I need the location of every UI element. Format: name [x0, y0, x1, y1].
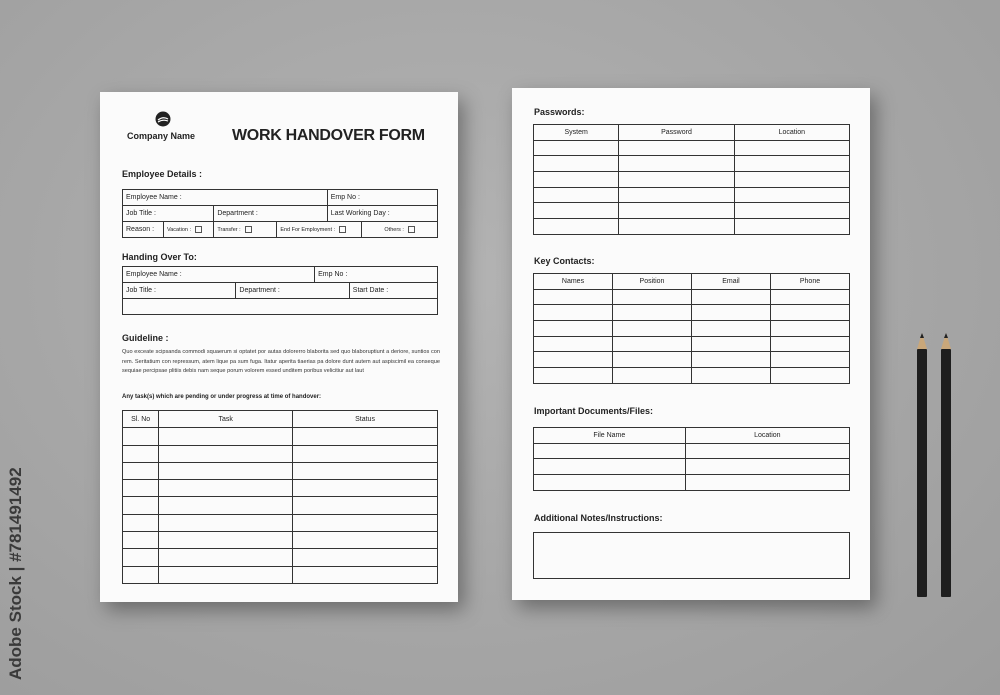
table-cell[interactable]	[613, 305, 692, 321]
table-cell[interactable]	[734, 219, 849, 235]
table-row	[123, 549, 438, 566]
header-row	[534, 428, 850, 444]
header-row	[123, 411, 438, 428]
table-cell[interactable]	[534, 140, 619, 156]
handover-employee-name-field[interactable]: Employee Name :	[123, 267, 315, 283]
table-cell[interactable]	[613, 352, 692, 368]
table-cell[interactable]	[293, 497, 438, 514]
table-cell[interactable]	[123, 428, 159, 445]
form-title: WORK HANDOVER FORM	[232, 127, 425, 144]
table-cell[interactable]	[159, 428, 293, 445]
handover-emp-no-field[interactable]: Emp No :	[315, 267, 438, 283]
table-row	[123, 428, 438, 445]
table-cell[interactable]	[123, 480, 159, 497]
column-header: File Name	[534, 428, 686, 444]
table-cell[interactable]	[771, 336, 850, 352]
table-cell[interactable]	[159, 549, 293, 566]
table-cell[interactable]	[534, 172, 619, 188]
table-cell[interactable]	[293, 428, 438, 445]
table-cell[interactable]	[613, 321, 692, 337]
header-row	[534, 274, 850, 290]
table-cell[interactable]	[692, 352, 771, 368]
table-cell[interactable]	[534, 475, 686, 491]
documents-heading: Important Documents/Files:	[534, 406, 654, 416]
table-row	[123, 445, 438, 462]
table-cell[interactable]	[534, 305, 613, 321]
table-cell[interactable]	[293, 480, 438, 497]
table-cell[interactable]	[123, 462, 159, 479]
table-row	[534, 459, 850, 475]
passwords-heading: Passwords:	[534, 107, 585, 117]
job-title-field[interactable]: Job Title :	[123, 206, 214, 222]
column-header: Task	[159, 411, 293, 428]
transfer-checkbox[interactable]	[245, 226, 252, 233]
table-cell[interactable]	[159, 497, 293, 514]
table-cell[interactable]	[293, 462, 438, 479]
department-field[interactable]: Department :	[214, 206, 327, 222]
key-contacts-table	[533, 273, 850, 384]
table-row	[123, 480, 438, 497]
company-logo-icon	[155, 111, 171, 127]
key-contacts-heading: Key Contacts:	[534, 256, 595, 266]
table-cell[interactable]	[613, 336, 692, 352]
table-cell[interactable]	[159, 462, 293, 479]
table-cell[interactable]	[613, 289, 692, 305]
table-cell[interactable]	[685, 459, 849, 475]
table-row	[534, 156, 850, 172]
table-cell[interactable]	[534, 156, 619, 172]
last-working-day-field[interactable]: Last Working Day :	[327, 206, 437, 222]
table-cell[interactable]	[534, 321, 613, 337]
table-cell[interactable]	[685, 443, 849, 459]
table-cell[interactable]	[619, 203, 734, 219]
table-row	[534, 352, 850, 368]
table-row	[534, 305, 850, 321]
notes-heading: Additional Notes/Instructions:	[534, 513, 663, 523]
employee-details-heading: Employee Details :	[122, 169, 203, 179]
reason-label: Reason :	[123, 222, 164, 238]
table-cell[interactable]	[619, 156, 734, 172]
table-row	[534, 203, 850, 219]
table-cell[interactable]	[692, 368, 771, 384]
table-cell[interactable]	[619, 187, 734, 203]
column-header: Status	[293, 411, 438, 428]
handover-job-title-field[interactable]: Job Title :	[123, 283, 236, 299]
table-row	[534, 187, 850, 203]
table-cell[interactable]	[159, 480, 293, 497]
guideline-heading: Guideline :	[122, 333, 169, 343]
table-cell[interactable]	[534, 368, 613, 384]
tasks-caption: Any task(s) which are pending or under progress at time of handover:	[122, 394, 322, 400]
column-header: Location	[734, 125, 849, 141]
table-cell[interactable]	[293, 549, 438, 566]
table-row	[123, 532, 438, 549]
table-row	[534, 368, 850, 384]
start-date-field[interactable]: Start Date :	[349, 283, 437, 299]
table-cell[interactable]	[692, 336, 771, 352]
documents-table	[533, 427, 850, 491]
stock-id: Adobe Stock | #781491492	[6, 467, 25, 680]
table-row	[534, 475, 850, 491]
header-row	[534, 125, 850, 141]
column-header: Sl. No	[123, 411, 159, 428]
table-cell[interactable]	[619, 219, 734, 235]
employee-name-field[interactable]: Employee Name :	[123, 190, 328, 206]
table-row	[123, 514, 438, 531]
company-name: Company Name	[127, 131, 196, 141]
table-cell[interactable]	[293, 445, 438, 462]
transfer-label: Transfer :	[217, 226, 241, 233]
table-cell[interactable]	[734, 187, 849, 203]
table-cell[interactable]	[692, 321, 771, 337]
table-cell[interactable]	[619, 140, 734, 156]
table-row	[534, 321, 850, 337]
table-cell[interactable]	[771, 321, 850, 337]
table-cell[interactable]	[734, 140, 849, 156]
table-row	[123, 462, 438, 479]
table-cell[interactable]	[293, 532, 438, 549]
table-cell[interactable]	[534, 203, 619, 219]
table-cell[interactable]	[692, 289, 771, 305]
end-for-employment-checkbox[interactable]	[339, 226, 346, 233]
end-for-employment-label: End For Employment :	[280, 226, 336, 233]
table-row	[534, 289, 850, 305]
employee-details-table	[122, 189, 438, 238]
table-cell[interactable]	[771, 289, 850, 305]
table-cell[interactable]	[159, 566, 293, 583]
table-row	[534, 172, 850, 188]
handing-over-table	[122, 266, 438, 315]
table-cell[interactable]	[619, 172, 734, 188]
table-row	[534, 219, 850, 235]
table-cell[interactable]	[534, 336, 613, 352]
table-cell[interactable]	[534, 289, 613, 305]
table-row	[534, 140, 850, 156]
emp-no-field[interactable]: Emp No :	[327, 190, 437, 206]
table-cell[interactable]	[534, 443, 686, 459]
column-header: Phone	[771, 274, 850, 290]
table-row	[123, 566, 438, 583]
table-cell[interactable]	[771, 352, 850, 368]
table-cell[interactable]	[123, 532, 159, 549]
table-cell[interactable]	[123, 445, 159, 462]
table-cell[interactable]	[692, 305, 771, 321]
table-cell[interactable]	[534, 187, 619, 203]
table-cell[interactable]	[734, 203, 849, 219]
handover-blank-row[interactable]	[123, 299, 438, 315]
table-cell[interactable]	[534, 352, 613, 368]
others-label: Others :	[384, 226, 404, 233]
vacation-checkbox[interactable]	[195, 226, 202, 233]
table-cell[interactable]	[685, 475, 849, 491]
table-cell[interactable]	[123, 549, 159, 566]
table-cell[interactable]	[534, 219, 619, 235]
table-cell[interactable]	[734, 172, 849, 188]
handing-over-heading: Handing Over To:	[122, 252, 197, 262]
passwords-table	[533, 124, 850, 235]
column-header: Names	[534, 274, 613, 290]
table-cell[interactable]	[613, 368, 692, 384]
table-cell[interactable]	[293, 566, 438, 583]
others-checkbox[interactable]	[408, 226, 415, 233]
table-cell[interactable]	[293, 514, 438, 531]
table-cell[interactable]	[159, 532, 293, 549]
table-cell[interactable]	[534, 459, 686, 475]
column-header: Password	[619, 125, 734, 141]
notes-box[interactable]	[533, 532, 850, 579]
table-row	[123, 497, 438, 514]
table-cell[interactable]	[123, 514, 159, 531]
table-cell[interactable]	[123, 497, 159, 514]
vacation-label: Vacation :	[166, 226, 191, 233]
handover-department-field[interactable]: Department :	[236, 283, 349, 299]
column-header: System	[534, 125, 619, 141]
table-row	[534, 336, 850, 352]
column-header: Position	[613, 274, 692, 290]
column-header: Location	[685, 428, 849, 444]
table-cell[interactable]	[771, 305, 850, 321]
handover-form-page-2	[512, 88, 870, 600]
table-row	[534, 443, 850, 459]
table-cell[interactable]	[159, 445, 293, 462]
table-cell[interactable]	[123, 566, 159, 583]
table-cell[interactable]	[771, 368, 850, 384]
handover-form-page	[100, 92, 458, 602]
tasks-table	[122, 410, 438, 584]
table-cell[interactable]	[734, 156, 849, 172]
table-cell[interactable]	[159, 514, 293, 531]
column-header: Email	[692, 274, 771, 290]
guideline-text: Quo exceate scipsanda commodi squaerum si optatet por autas dolorerro blaborita sed quo blaboruptiunt a deriore, suntios con rem. Seritatium con repressum, atem lique pa sum fuga. Itatur aperita tiaerias pa dolore dunt autem aut aspiscimil ea conseque sequiae percipsae plitiis debis nam seque porum volorem essed unditem poribus velicitiur aut laut	[122, 349, 440, 374]
